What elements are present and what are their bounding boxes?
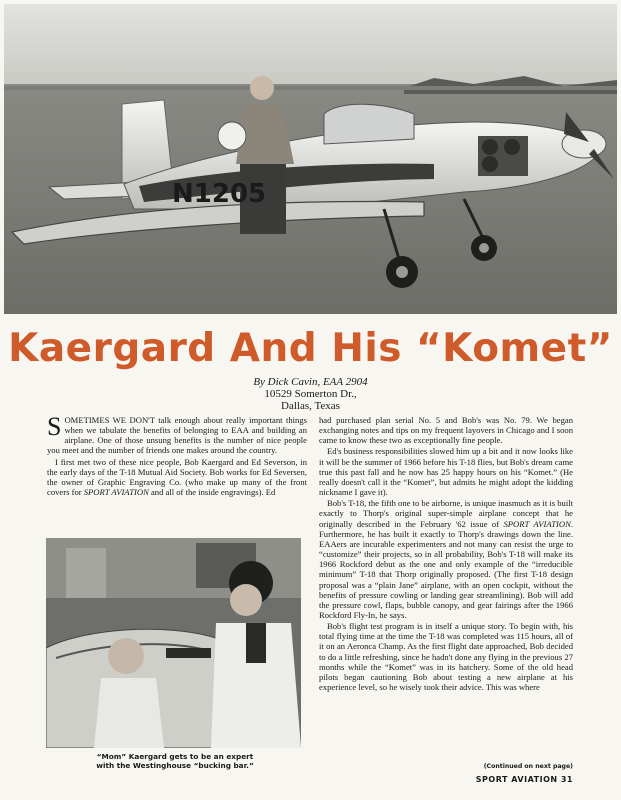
paragraph: had purchased plan serial No. 5 and Bob's was No. 79. We began exchanging notes and tips on my frequent layovers in Chicago and I soon came to know these two as exceptionally fine people. xyxy=(319,415,573,446)
airplane-photo xyxy=(4,4,617,314)
article-title: Kaergard And His “Komet” xyxy=(8,326,613,371)
paragraph-text: and all of the inside engravings). Ed xyxy=(148,487,276,498)
paragraph: Ed's business responsibilities slowed him up a bit and it now looks like it will be the summer of 1966 before his T-18 flies, but Bob's dream came true this past fall and he now has 25 happy hours on his “Komet.” (He really doesn't call it the “Komet”, but admits he might adopt the kidding nickname I gave it). xyxy=(319,446,573,498)
byline xyxy=(0,376,621,412)
registration-mark: N1205 xyxy=(172,179,267,209)
address-line-1: 10529 Somerton Dr., xyxy=(264,388,357,400)
right-column xyxy=(319,415,573,693)
drop-cap: S xyxy=(47,412,62,441)
photo-caption xyxy=(46,752,304,770)
paragraph-text: Bob's T-18, the fifth one to be airborne, is unique inasmuch as it is built exactly to Thorp's original super-simple airplane concept that he originally described in the February '62 issue of xyxy=(319,498,573,529)
paragraph xyxy=(47,412,307,456)
magazine-name: SPORT AVIATION xyxy=(83,487,149,498)
paragraph xyxy=(319,498,573,620)
paragraph-text: OMETIMES WE DON'T talk enough about really important things when we tabulate the benefits of belonging to EAA and building an airplane. One of those unsung benefits is the number of nice people you meet and the number of friends one makes around the country. xyxy=(47,415,307,456)
page-footer: SPORT AVIATION 31 xyxy=(475,775,573,784)
riveting-photo xyxy=(46,538,301,748)
author-line: By Dick Cavin, EAA 2904 xyxy=(253,376,368,388)
continued-note: (Continued on next page) xyxy=(483,763,573,770)
caption-line-1: “Mom” Kaergard gets to be an expert xyxy=(96,752,254,761)
paragraph-text: I first met two of these nice people, Bob Kaergard and Ed Severson, in the early days of the T-18 Mutual Aid Society. Bob works for Ed Seversen, the owner of Graphic Engraving Co. (who make up many of the front covers for xyxy=(47,456,307,498)
magazine-name: SPORT AVIATION xyxy=(503,518,571,529)
left-column xyxy=(47,412,307,498)
paragraph xyxy=(47,457,307,498)
caption-line-2: with the Westinghouse “bucking bar.” xyxy=(96,761,254,770)
address-line-2: Dallas, Texas xyxy=(281,400,340,412)
paragraph-text: . Furthermore, he has built it exactly to Thorp's drawings down the line. EAAers are incurable experimenters and not many can resist the urge to “customize” their projects, so in all probability, Bob's T-18 will make its 1966 Rockford debut as the one and only example of the “irreducible minimum” T-18 that Thorp originally proposed. (The first T-18 design proposal was a “plain Jane” airplane, with an open cockpit, without the benefits of pressure cowling or landing gear streamlining). Bob will add the pressure cowl, flaps, bubble canopy, and gear fairings after the 1966 Rockford Fly-In, he says. xyxy=(319,518,574,620)
paragraph: Bob's flight test program is in itself a unique story. To begin with, his total flying time at the time the T-18 was completed was 115 hours, all of it on an Aeronca Champ. As the first flight date approached, Bob decided to do a little refreshing, since he hadn't done any flying in the previous 27 months while the “Komet” was in its hatchery. Some of the old head pilots began cautioning Bob about testing a new airplane at his experience level, so he wisely took their advice. This was where xyxy=(319,621,573,693)
